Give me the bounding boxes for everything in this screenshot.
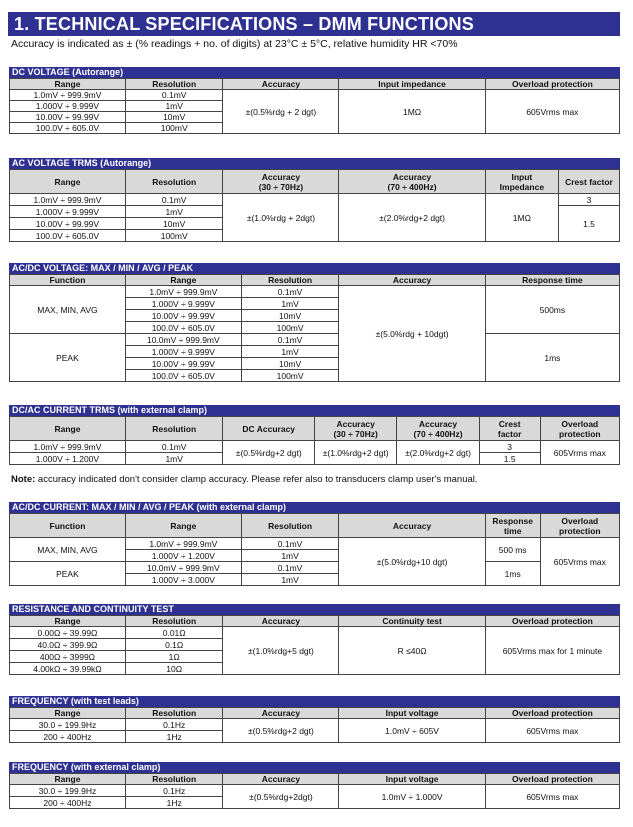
range-cell: 10.00V ÷ 99.99V (10, 112, 126, 123)
resolution-cell: 10mV (125, 218, 223, 230)
dc-voltage-section (9, 67, 620, 134)
range-cell: 10.00V ÷ 99.99V (125, 310, 241, 322)
col-header: Overload protection (485, 708, 619, 719)
col-header: Resolution (125, 170, 223, 194)
range-cell: 1.0mV ÷ 999.9mV (125, 538, 241, 550)
accuracy-cell: ±(0.5%rdg+2dgt) (223, 785, 339, 809)
resolution-cell: 1Ω (125, 651, 223, 663)
response-cell: 500ms (485, 286, 619, 334)
overload-cell: 605Vrms max for 1 minute (485, 627, 619, 675)
col-header: DC Accuracy (223, 417, 315, 441)
resolution-cell: 0.1mV (241, 286, 339, 298)
col-header: Accuracy (70 ÷ 400Hz) (397, 417, 479, 441)
function-cell: PEAK (10, 562, 126, 586)
resolution-cell: 100mV (125, 123, 223, 134)
range-cell: 0.00Ω ÷ 39.99Ω (10, 627, 126, 639)
col-header: Resolution (125, 708, 223, 719)
section-heading: AC/DC VOLTAGE: MAX / MIN / AVG / PEAK (9, 263, 620, 274)
range-cell: 4.00kΩ ÷ 39.99kΩ (10, 663, 126, 675)
range-cell: 1.0mV ÷ 999.9mV (10, 90, 126, 101)
col-header: Range (10, 616, 126, 627)
overload-cell: 605Vrms max (540, 538, 619, 586)
note (11, 474, 478, 485)
section-heading: RESISTANCE AND CONTINUITY TEST (9, 604, 620, 615)
range-cell: 1.0mV ÷ 999.9mV (10, 441, 126, 453)
resolution-cell: 1mV (241, 574, 339, 586)
overload-cell: 605Vrms max (540, 441, 619, 465)
col-header: Function (10, 514, 126, 538)
accuracy-cell: ±(0.5%rdg + 2 dgt) (223, 90, 339, 134)
overload-cell: 605Vrms max (485, 785, 619, 809)
col-header: Input voltage (339, 708, 485, 719)
col-header: Input impedance (339, 79, 485, 90)
overload-cell: 605Vrms max (485, 719, 619, 743)
accuracy-cell: ±(1.0%rdg + 2dgt) (223, 194, 339, 242)
section-heading: FREQUENCY (with test leads) (9, 696, 620, 707)
col-header: Range (10, 170, 126, 194)
response-cell: 500 ms (485, 538, 540, 562)
col-header: Resolution (125, 417, 223, 441)
dc-accuracy-cell: ±(0.5%rdg+2 dgt) (223, 441, 315, 465)
col-header: Input Impedance (485, 170, 558, 194)
range-cell: 1.000V ÷ 1.200V (10, 453, 126, 465)
resolution-cell: 100mV (241, 370, 339, 382)
range-cell: 400Ω ÷ 3999Ω (10, 651, 126, 663)
response-cell: 1ms (485, 334, 619, 382)
crest-cell: 1.5 (558, 206, 619, 242)
range-cell: 1.000V ÷ 9.999V (125, 298, 241, 310)
input-voltage-cell: 1.0mV ÷ 1.000V (339, 785, 485, 809)
dc-voltage-table (9, 78, 620, 134)
note-text: accuracy indicated don't consider clamp accuracy. Please refer also to transducers clamp user's manual. (35, 474, 478, 485)
range-cell: 100.0V ÷ 605.0V (10, 230, 126, 242)
range-cell: 10.0mV ÷ 999.9mV (125, 562, 241, 574)
range-cell: 1.000V ÷ 9.999V (10, 206, 126, 218)
range-cell: 40.0Ω ÷ 399.9Ω (10, 639, 126, 651)
range-cell: 1.0mV ÷ 999.9mV (125, 286, 241, 298)
accuracy-cell: ±(5.0%rdg + 10dgt) (339, 286, 485, 382)
col-header: Input voltage (339, 774, 485, 785)
resolution-cell: 0.1mV (125, 90, 223, 101)
resolution-cell: 0.1Hz (125, 719, 223, 731)
col-header: Range (10, 708, 126, 719)
resistance-table (9, 615, 620, 675)
col-header: Crest factor (479, 417, 540, 441)
section-heading: AC/DC CURRENT: MAX / MIN / AVG / PEAK (with external clamp) (9, 502, 620, 513)
acdc-voltage-minmax-section (9, 263, 620, 382)
col-header: Function (10, 275, 126, 286)
resistance-section (9, 604, 620, 675)
range-cell: 10.00V ÷ 99.99V (10, 218, 126, 230)
overload-cell: 605Vrms max (485, 90, 619, 134)
accuracy-cell: ±(5.0%rdg+10 dgt) (339, 538, 485, 586)
range-cell: 200 ÷ 400Hz (10, 731, 126, 743)
resolution-cell: 100mV (241, 322, 339, 334)
function-cell: MAX, MIN, AVG (10, 538, 126, 562)
col-header: Response time (485, 514, 540, 538)
col-header: Range (10, 79, 126, 90)
resolution-cell: 100mV (125, 230, 223, 242)
resolution-cell: 1mV (241, 298, 339, 310)
col-header: Response time (485, 275, 619, 286)
col-header: Overload protection (540, 417, 619, 441)
resolution-cell: 0.1Hz (125, 785, 223, 797)
col-header: Resolution (125, 616, 223, 627)
resolution-cell: 0.1mV (241, 334, 339, 346)
range-cell: 1.000V ÷ 9.999V (10, 101, 126, 112)
impedance-cell: 1MΩ (485, 194, 558, 242)
col-header: Overload protection (540, 514, 619, 538)
ac-voltage-section (9, 158, 620, 242)
function-cell: PEAK (10, 334, 126, 382)
resolution-cell: 0.01Ω (125, 627, 223, 639)
col-header: Accuracy (339, 514, 485, 538)
crest-cell: 1.5 (479, 453, 540, 465)
col-header: Accuracy (223, 616, 339, 627)
col-header: Continuity test (339, 616, 485, 627)
crest-cell: 3 (479, 441, 540, 453)
resolution-cell: 1mV (125, 453, 223, 465)
col-header: Resolution (241, 514, 339, 538)
resolution-cell: 1mV (125, 206, 223, 218)
resolution-cell: 0.1mV (125, 441, 223, 453)
resolution-cell: 0.1Ω (125, 639, 223, 651)
resolution-cell: 1mV (241, 346, 339, 358)
response-cell: 1ms (485, 562, 540, 586)
resolution-cell: 0.1mV (241, 538, 339, 550)
range-cell: 200 ÷ 400Hz (10, 797, 126, 809)
range-cell: 100.0V ÷ 605.0V (125, 370, 241, 382)
resolution-cell: 1mV (125, 101, 223, 112)
acdc-voltage-minmax-table (9, 274, 620, 382)
function-cell: MAX, MIN, AVG (10, 286, 126, 334)
resolution-cell: 1mV (241, 550, 339, 562)
col-header: Accuracy (339, 275, 485, 286)
range-cell: 10.0mV ÷ 999.9mV (125, 334, 241, 346)
frequency-clamp-section (9, 762, 620, 809)
col-header: Accuracy (223, 708, 339, 719)
acdc-current-minmax-table (9, 513, 620, 586)
col-header: Range (125, 514, 241, 538)
range-cell: 1.000V ÷ 9.999V (125, 346, 241, 358)
range-cell: 30.0 ÷ 199.9Hz (10, 785, 126, 797)
col-header: Resolution (125, 774, 223, 785)
col-header: Accuracy (30 ÷ 70Hz) (223, 170, 339, 194)
intro-text: Accuracy is indicated as ± (% readings + no. of digits) at 23°C ± 5°C, relative humidity HR <70% (11, 38, 458, 50)
current-section (9, 405, 620, 465)
section-heading: FREQUENCY (with external clamp) (9, 762, 620, 773)
col-header: Accuracy (70 ÷ 400Hz) (339, 170, 485, 194)
continuity-cell: R ≤40Ω (339, 627, 485, 675)
resolution-cell: 0.1mV (125, 194, 223, 206)
resolution-cell: 1Hz (125, 797, 223, 809)
section-heading: DC VOLTAGE (Autorange) (9, 67, 620, 78)
resolution-cell: 1Hz (125, 731, 223, 743)
range-cell: 1.0mV ÷ 999.9mV (10, 194, 126, 206)
col-header: Range (10, 417, 126, 441)
accuracy-cell: ±(0.5%rdg+2 dgt) (223, 719, 339, 743)
ac-voltage-table (9, 169, 620, 242)
acdc-current-minmax-section (9, 502, 620, 586)
accuracy-cell: ±(1.0%rdg+2 dgt) (314, 441, 396, 465)
accuracy-cell: ±(1.0%rdg+5 dgt) (223, 627, 339, 675)
col-header: Range (125, 275, 241, 286)
accuracy-cell: ±(2.0%rdg+2 dgt) (339, 194, 485, 242)
range-cell: 100.0V ÷ 605.0V (10, 123, 126, 134)
resolution-cell: 10mV (241, 310, 339, 322)
range-cell: 10.00V ÷ 99.99V (125, 358, 241, 370)
frequency-clamp-table (9, 773, 620, 809)
range-cell: 1.000V ÷ 1.200V (125, 550, 241, 562)
section-heading: DC/AC CURRENT TRMS (with external clamp) (9, 405, 620, 416)
page-title: 1. TECHNICAL SPECIFICATIONS – DMM FUNCTIONS (8, 12, 620, 36)
range-cell: 100.0V ÷ 605.0V (125, 322, 241, 334)
range-cell: 1.000V ÷ 3.000V (125, 574, 241, 586)
resolution-cell: 10Ω (125, 663, 223, 675)
crest-cell: 3 (558, 194, 619, 206)
frequency-leads-table (9, 707, 620, 743)
col-header: Accuracy (223, 79, 339, 90)
input-voltage-cell: 1.0mV ÷ 605V (339, 719, 485, 743)
frequency-leads-section (9, 696, 620, 743)
col-header: Accuracy (30 ÷ 70Hz) (314, 417, 396, 441)
resolution-cell: 0.1mV (241, 562, 339, 574)
range-cell: 30.0 ÷ 199.9Hz (10, 719, 126, 731)
col-header: Resolution (241, 275, 339, 286)
impedance-cell: 1MΩ (339, 90, 485, 134)
col-header: Accuracy (223, 774, 339, 785)
note-label: Note: (11, 474, 36, 485)
col-header: Overload protection (485, 79, 619, 90)
col-header: Overload protection (485, 616, 619, 627)
current-table (9, 416, 620, 465)
accuracy-cell: ±(2.0%rdg+2 dgt) (397, 441, 479, 465)
col-header: Crest factor (558, 170, 619, 194)
col-header: Overload protection (485, 774, 619, 785)
col-header: Resolution (125, 79, 223, 90)
section-heading: AC VOLTAGE TRMS (Autorange) (9, 158, 620, 169)
resolution-cell: 10mV (241, 358, 339, 370)
col-header: Range (10, 774, 126, 785)
resolution-cell: 10mV (125, 112, 223, 123)
